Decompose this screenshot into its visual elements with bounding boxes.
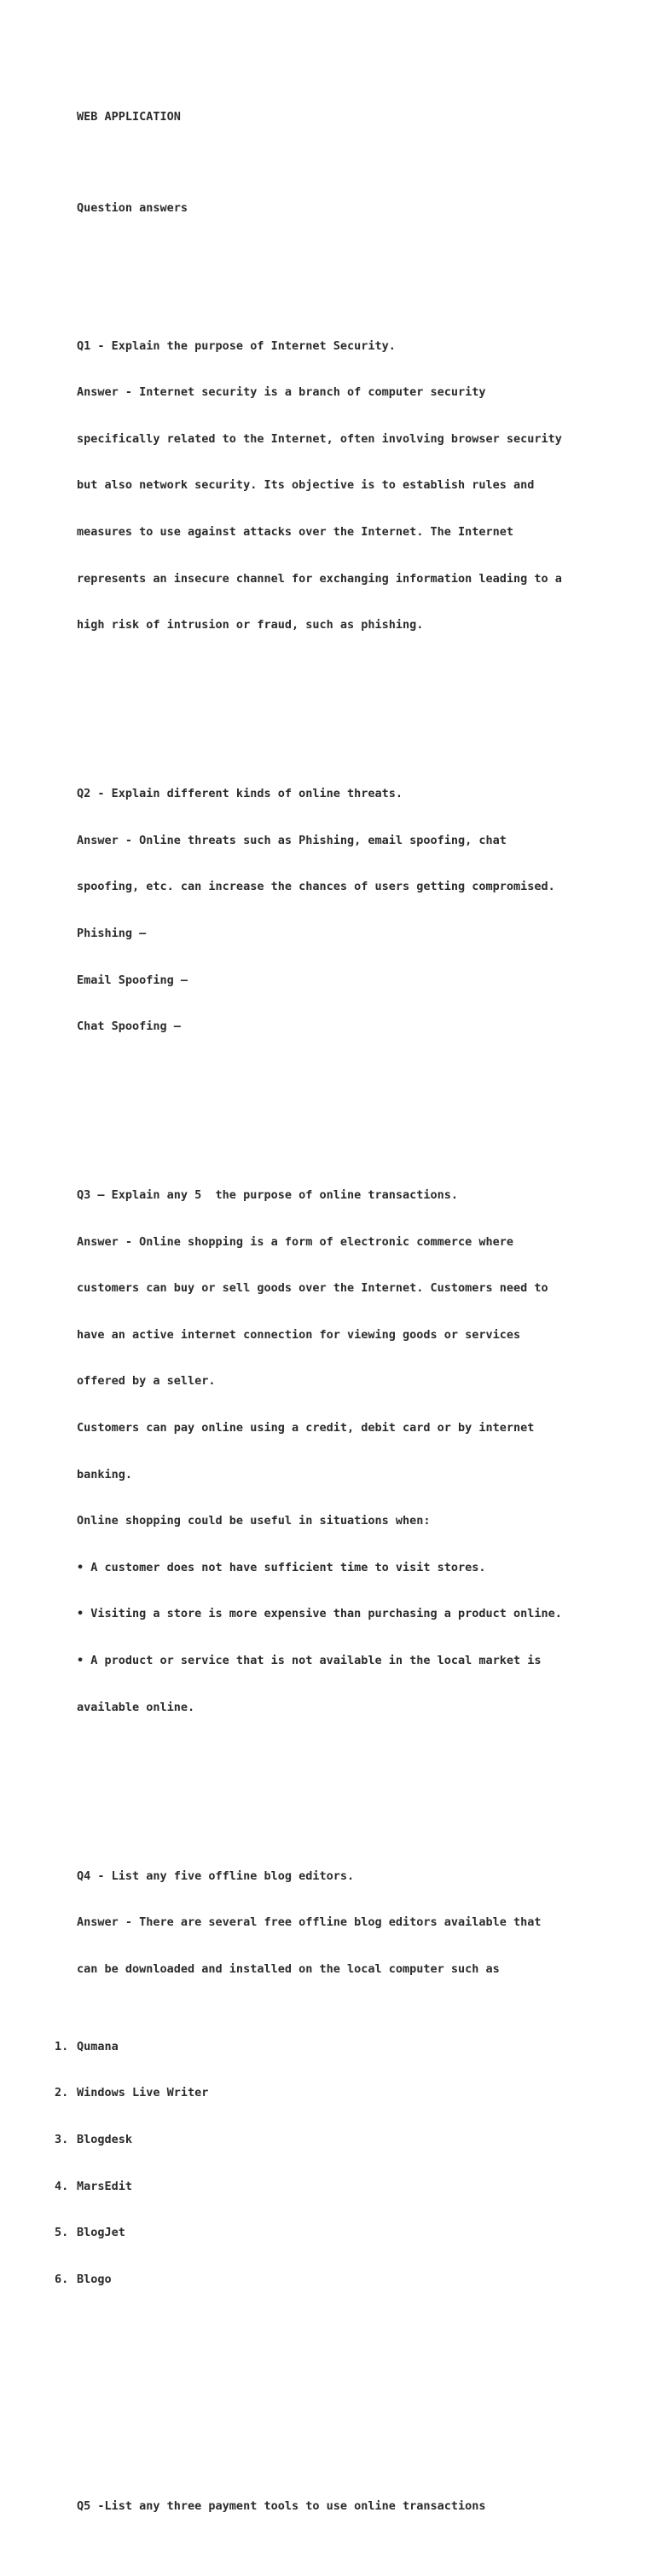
q1-answer-line: Answer - Internet security is a branch of computer security (77, 385, 486, 400)
q2-answer-line: spoofing, etc. can increase the chances of users getting compromised. (77, 880, 555, 894)
list-number: 1. (55, 2039, 69, 2053)
document-title: WEB APPLICATION (77, 110, 181, 124)
list-item (55, 2085, 617, 2100)
list-number: 3. (55, 2132, 69, 2146)
list-number: 4. (55, 2179, 69, 2193)
list-item-text: Blogdesk (77, 2132, 133, 2146)
q3-answer-line: customers can buy or sell goods over the Internet. Customers need to (77, 1281, 548, 1296)
q3-bullet-item: • A customer does not have sufficient time to visit stores. (77, 1560, 486, 1574)
q2-answer-line: Email Spoofing – (77, 973, 188, 987)
q5-section (77, 2468, 640, 2545)
list-item-text: Qumana (77, 2039, 119, 2053)
q3-answer-line: available online. (77, 1700, 195, 1714)
blog-editor-list (55, 2007, 617, 2318)
q1-answer-line: specifically related to the Internet, often involving browser security (77, 431, 562, 446)
document-subtitle: Question answers (77, 201, 188, 216)
q3-answer-line: Online shopping could be useful in situations when: (77, 1514, 431, 1528)
q3-answer-line: Customers can pay online using a credit, debit card or by internet (77, 1421, 535, 1435)
q3-bullet-item: • Visiting a store is more expensive than purchasing a product online. (77, 1607, 562, 1621)
q3-section (77, 1157, 640, 1747)
list-number: 5. (55, 2226, 69, 2240)
list-item (55, 2039, 617, 2054)
q4-answer-line: can be downloaded and installed on the local computer such as (77, 1961, 500, 1976)
q2-section (77, 755, 640, 1066)
list-number: 2. (55, 2086, 69, 2100)
q3-bullet-item: • A product or service that is not available in the local market is (77, 1654, 542, 1668)
q1-answer-line: measures to use against attacks over the Internet. The Internet (77, 525, 514, 540)
list-item (55, 2132, 617, 2147)
list-item (55, 2272, 617, 2287)
q1-section (77, 307, 640, 664)
q3-answer-line: have an active internet connection for viewing goods or services (77, 1327, 521, 1342)
list-item-text: MarsEdit (77, 2179, 133, 2193)
list-item-text: Windows Live Writer (77, 2086, 209, 2100)
list-item (55, 2179, 617, 2194)
list-number: 6. (55, 2272, 69, 2286)
list-item (55, 2225, 617, 2240)
q1-question: Q1 - Explain the purpose of Internet Security. (77, 338, 396, 353)
q4-question: Q4 - List any five offline blog editors. (77, 1868, 355, 1883)
q3-question: Q3 – Explain any 5 the purpose of online transactions. (77, 1188, 459, 1202)
q2-question: Q2 - Explain different kinds of online threats. (77, 787, 403, 801)
q3-answer-line: banking. (77, 1467, 133, 1481)
q3-answer-line: offered by a seller. (77, 1374, 216, 1389)
q5-question: Q5 -List any three payment tools to use online transactions (77, 2499, 486, 2514)
q4-section (55, 1837, 640, 2349)
list-item-text: Blogo (77, 2272, 112, 2286)
q1-answer-line: represents an insecure channel for exchanging information leading to a (77, 571, 562, 586)
document-body (55, 78, 640, 2576)
q2-answer-line: Answer - Online threats such as Phishing, email spoofing, chat (77, 833, 507, 847)
q3-answer-line: Answer - Online shopping is a form of electronic commerce where (77, 1234, 514, 1249)
q2-answer-line: Phishing – (77, 926, 147, 940)
q2-answer-line: Chat Spoofing – (77, 1019, 181, 1034)
q4-answer-line: Answer - There are several free offline blog editors available that (77, 1915, 542, 1930)
q1-answer-line: but also network security. Its objective is to establish rules and (77, 478, 535, 493)
list-item-text: BlogJet (77, 2226, 125, 2240)
q1-answer-line: high risk of intrusion or fraud, such as phishing. (77, 618, 424, 632)
